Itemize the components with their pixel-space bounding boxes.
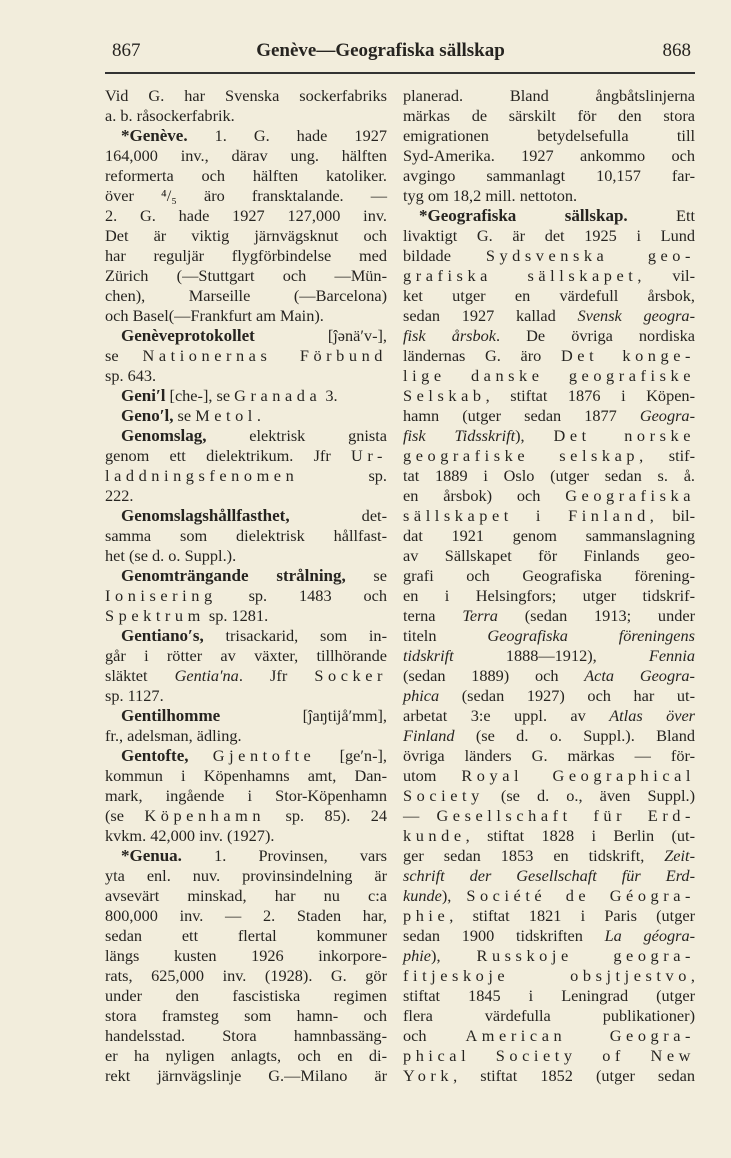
text-line — [105, 886, 387, 906]
text-span: ger sedan 1853 en tidskrift, — [403, 846, 665, 865]
text-line — [403, 446, 695, 466]
text-span — [189, 746, 213, 765]
text-line — [105, 206, 387, 226]
text-span: flera värdefulla publikationer) — [403, 1006, 695, 1025]
text-span: yta enl. nuv. provinsindelning är — [105, 866, 387, 885]
entry-headword: *Genua. — [121, 846, 182, 865]
italic-title: fisk årsbok — [403, 326, 497, 345]
text-line — [403, 906, 695, 926]
italic-title: Terra — [462, 606, 498, 625]
text-span: går i rötter av växter, tillhörande — [105, 646, 387, 665]
text-span: 800,000 inv. — 2. Staden har, — [105, 906, 387, 925]
text-span: 1. G. hade 1927 — [187, 126, 387, 145]
italic-title: Acta Geogra- — [584, 666, 695, 685]
text-line — [105, 366, 387, 386]
text-span: har reguljär flygförbindelse med — [105, 246, 387, 265]
text-line — [403, 86, 695, 106]
text-line — [105, 446, 387, 466]
text-line — [105, 1066, 387, 1086]
text-line — [105, 106, 387, 126]
text-line — [105, 1006, 387, 1026]
entry-headword: *Geografiska sällskap. — [419, 206, 628, 225]
cross-reference: Ur- — [351, 446, 387, 465]
italic-title: Geografiska föreningens — [487, 626, 695, 645]
text-span: ), — [441, 886, 467, 905]
italic-title: fisk Tidsskrift — [403, 426, 516, 445]
cross-reference: Socker — [314, 666, 388, 685]
header-rule — [105, 72, 695, 74]
text-line — [105, 566, 387, 586]
text-line — [105, 646, 387, 666]
text-line — [105, 426, 387, 446]
cross-reference: Gesellschaft für Erd- — [436, 806, 695, 825]
entry-headword: Gentofte, — [121, 746, 189, 765]
text-span: stora framsteg som hamn- och — [105, 1006, 387, 1025]
text-line — [403, 146, 695, 166]
text-line — [105, 706, 387, 726]
text-line — [403, 566, 695, 586]
text-span: utom — [403, 766, 462, 785]
italic-title: kunde — [403, 886, 442, 905]
cross-reference: phical Society of New — [403, 1046, 695, 1065]
text-span: 1. Provinsen, vars — [181, 846, 387, 865]
text-line — [403, 246, 695, 266]
text-line — [403, 406, 695, 426]
text-line — [403, 606, 695, 626]
text-span: grafi och Geografiska förening- — [403, 566, 695, 585]
text-line — [403, 1006, 695, 1026]
text-line — [403, 766, 695, 786]
text-span: rats, 625,000 inv. (1928). G. gör — [105, 966, 387, 985]
text-span: planerad. Bland ångbåtslinjerna — [403, 86, 695, 105]
cross-reference: Köpenhamn — [144, 806, 266, 825]
text-span: , bil- — [649, 506, 695, 525]
text-span: (sedan 1889) och — [403, 666, 585, 685]
text-line — [105, 466, 387, 486]
text-line — [105, 786, 387, 806]
text-line — [403, 226, 695, 246]
text-span: genom ett dielektrikum. Jfr — [105, 446, 352, 465]
cross-reference: Gjentofte — [212, 746, 316, 765]
text-line — [403, 646, 695, 666]
text-span: Det är viktig järnvägsknut och — [105, 226, 387, 245]
text-span: sp. 1281. — [204, 606, 269, 625]
entry-headword: Genomslag, — [121, 426, 207, 445]
text-line — [105, 1026, 387, 1046]
cross-reference: kunde — [403, 826, 466, 845]
text-span: elektrisk gnista — [206, 426, 387, 445]
text-span: , stiftat 1852 (utger sedan — [453, 1066, 695, 1085]
text-span: sp. — [298, 466, 387, 485]
text-span: stiftat 1845 i Leningrad (utger — [403, 986, 695, 1005]
text-span: se — [173, 406, 196, 425]
italic-title: Atlas över — [609, 706, 696, 725]
text-span: ket utger en värdefull årsbok, — [403, 286, 695, 305]
text-line — [403, 666, 695, 686]
text-line — [105, 806, 387, 826]
text-line — [403, 386, 695, 406]
text-line — [105, 266, 387, 286]
entry-headword: Genomslagshållfasthet, — [121, 506, 290, 525]
text-line — [105, 926, 387, 946]
cross-reference: Société de Géogra- — [466, 886, 696, 905]
text-span: er ha nyligen anlagts, och en di- — [105, 1046, 387, 1065]
text-span: fr., adelsman, ädling. — [105, 726, 242, 745]
text-line — [105, 346, 387, 366]
text-span: [ĵaŋtijå′mm], — [220, 706, 387, 725]
cross-reference: Sydsvenska geo- — [485, 246, 695, 265]
text-span: titeln — [403, 626, 488, 645]
text-span: av Sällskapet för Finlands geo- — [403, 546, 695, 565]
text-line — [403, 466, 695, 486]
cross-reference: Metol — [195, 406, 257, 425]
entry-headword: Geni′l — [121, 386, 166, 405]
italic-title: Finland — [403, 726, 455, 745]
text-span: 1888—1912), — [453, 646, 649, 665]
text-line — [403, 286, 695, 306]
text-line — [105, 166, 387, 186]
text-span: emigrationen betydelsefulla till — [403, 126, 695, 145]
text-span: terna — [403, 606, 463, 625]
text-span: , — [690, 966, 695, 985]
text-line — [403, 206, 695, 226]
text-span: tat 1889 i Oslo (utger sedan s. å. — [403, 466, 695, 485]
italic-title: La géogra- — [604, 926, 696, 945]
italic-title: schrift der Gesellschaft für Erd- — [403, 866, 695, 885]
text-line — [403, 1026, 695, 1046]
text-span: under den fascistiska regimen — [105, 986, 387, 1005]
text-line — [105, 246, 387, 266]
text-line — [105, 666, 387, 686]
text-span: 2. G. hade 1927 127,000 inv. — [105, 206, 387, 225]
italic-title: Svensk geogra- — [577, 306, 695, 325]
text-line — [403, 946, 695, 966]
text-line — [105, 946, 387, 966]
text-span: , vil- — [637, 266, 695, 285]
text-span: handelsstad. Stora hamnbassäng- — [105, 1026, 387, 1045]
text-span: sedan 1900 tidskriften — [403, 926, 605, 945]
text-span: arbetat 3:e uppl. av — [403, 706, 610, 725]
page-number-right: 868 — [662, 40, 691, 61]
text-line — [403, 586, 695, 606]
text-line — [403, 266, 695, 286]
text-line — [105, 186, 387, 206]
text-span: (se d. o. Suppl.). Bland — [454, 726, 695, 745]
cross-reference: sällskapet i Finland — [403, 506, 650, 525]
text-line — [105, 966, 387, 986]
text-line — [105, 726, 387, 746]
text-span: samma som dielektrisk hållfast- — [105, 526, 387, 545]
text-line — [105, 146, 387, 166]
text-span: en årsbok) och — [403, 486, 566, 505]
text-line — [403, 366, 695, 386]
text-span: rekt järnvägslinje G.—Milano är — [105, 1066, 387, 1085]
text-line — [105, 506, 387, 526]
text-line — [403, 486, 695, 506]
text-span: övriga länders G. märkas — för- — [403, 746, 695, 765]
entry-headword: Geno′l, — [121, 406, 174, 425]
cross-reference: Geografiska — [565, 486, 695, 505]
cross-reference: American Geogra- — [465, 1026, 695, 1045]
text-line — [403, 306, 695, 326]
text-line — [403, 326, 695, 346]
text-span: över ⁴/₅ äro fransktalande. — — [105, 186, 387, 205]
text-span: [ĵənä′v-], — [254, 326, 387, 345]
text-span: sp. 1127. — [105, 686, 164, 705]
italic-title: Fennia — [648, 646, 695, 665]
entry-headword: Gentilhomme — [121, 706, 221, 725]
text-line — [403, 706, 695, 726]
text-span: Syd-Amerika. 1927 ankommo och — [403, 146, 695, 165]
text-line — [105, 286, 387, 306]
text-span: kvkm. 42,000 inv. (1927). — [105, 826, 275, 845]
cross-reference: Society — [403, 786, 484, 805]
text-span: dat 1921 genom sammanslagning — [403, 526, 695, 545]
text-line — [105, 326, 387, 346]
text-span: . De övriga nordiska — [496, 326, 695, 345]
text-line — [403, 926, 695, 946]
text-line — [403, 786, 695, 806]
text-span: sedan 1927 kallad — [403, 306, 578, 325]
text-line — [403, 626, 695, 646]
italic-title: Geogra- — [639, 406, 695, 425]
text-span: tyg om 18,2 mill. nettoton. — [403, 186, 578, 205]
text-line — [403, 806, 695, 826]
italic-title: tidskrift — [403, 646, 454, 665]
left-column — [105, 86, 387, 1086]
right-column — [403, 86, 695, 1086]
text-line — [403, 846, 695, 866]
text-line — [403, 866, 695, 886]
text-span: se — [345, 566, 387, 585]
text-line — [105, 526, 387, 546]
text-line — [105, 746, 387, 766]
text-line — [105, 386, 387, 406]
text-line — [105, 826, 387, 846]
text-span: reformerta och hälften katoliker. — [105, 166, 387, 185]
text-span: sp. 85). 24 — [265, 806, 387, 825]
text-span: (sedan 1927) och har ut- — [439, 686, 695, 705]
text-span: släktet — [105, 666, 175, 685]
text-span: ländernas G. äro — [403, 346, 561, 365]
cross-reference: grafiska sällskapet — [403, 266, 638, 285]
text-line — [105, 226, 387, 246]
text-span: se — [105, 346, 143, 365]
italic-title: phie — [403, 946, 432, 965]
text-span: bildade — [403, 246, 486, 265]
cross-reference: Royal Geographical — [461, 766, 696, 785]
text-line — [105, 686, 387, 706]
text-line — [403, 126, 695, 146]
cross-reference: Spektrum — [105, 606, 205, 625]
text-span: mark, ingående i Stor-Köpenhamn — [105, 786, 387, 805]
cross-reference: Russkoje geogra- — [476, 946, 695, 965]
text-line — [403, 106, 695, 126]
entry-headword: Genèveprotokollet — [121, 326, 255, 345]
text-line — [403, 826, 695, 846]
text-span: , stiftat 1828 i Berlin (ut- — [465, 826, 695, 845]
text-span: sp. 1483 och — [216, 586, 387, 605]
text-line — [403, 1046, 695, 1066]
text-line — [105, 906, 387, 926]
text-span: , stiftat 1821 i Paris (utger — [449, 906, 695, 925]
cross-reference: Det norske — [553, 426, 696, 445]
text-span: [che-], se — [165, 386, 235, 405]
text-span: kommun i Köpenhamns amt, Dan- — [105, 766, 387, 785]
entry-headword: *Genève. — [121, 126, 188, 145]
text-line — [403, 966, 695, 986]
text-line — [105, 486, 387, 506]
text-span: — — [403, 806, 437, 825]
cross-reference: lige danske geografiske — [403, 366, 695, 385]
cross-reference: Det konge- — [560, 346, 695, 365]
italic-title: phica — [403, 686, 440, 705]
text-span: märkas de särskilt för den stora — [403, 106, 695, 125]
text-span: ), — [515, 426, 554, 445]
text-line — [403, 166, 695, 186]
text-line — [403, 346, 695, 366]
cross-reference: geografiske selskap — [403, 446, 640, 465]
text-span: Vid G. har Svenska sockerfabriks — [105, 86, 387, 105]
running-header-title: Genève—Geografiska sällskap — [256, 40, 505, 61]
text-line — [403, 746, 695, 766]
text-line — [105, 406, 387, 426]
cross-reference: Selskab — [403, 386, 486, 405]
text-span: 3. — [321, 386, 338, 405]
text-line — [105, 606, 387, 626]
text-line — [105, 306, 387, 326]
text-line — [403, 1066, 695, 1086]
cross-reference: Nationernas Förbund — [142, 346, 387, 365]
cross-reference: Granada — [234, 386, 322, 405]
text-span: och Basel(—Frankfurt am Main). — [105, 306, 324, 325]
entry-headword: Gentiano′s, — [121, 626, 204, 645]
text-line — [105, 546, 387, 566]
text-span: 222. — [105, 486, 134, 505]
text-line — [105, 126, 387, 146]
text-span: (se — [105, 806, 145, 825]
text-span: avsevärt minskad, har nu c:a — [105, 886, 387, 905]
text-span: het (se d. o. Suppl.). — [105, 546, 237, 565]
text-span: chen), Marseille (—Barcelona) — [105, 286, 387, 305]
text-span: en i Helsingfors; utger tidskrif- — [403, 586, 695, 605]
text-line — [105, 626, 387, 646]
text-line — [403, 186, 695, 206]
cross-reference: phie — [403, 906, 450, 925]
text-span: sp. 643. — [105, 366, 157, 385]
text-line — [403, 726, 695, 746]
text-line — [105, 846, 387, 866]
text-span: sedan ett flertal kommuner — [105, 926, 387, 945]
text-span: [ge′n-], — [315, 746, 387, 765]
text-span: Zürich (—Stuttgart och —Mün- — [105, 266, 387, 285]
text-line — [105, 986, 387, 1006]
text-line — [403, 986, 695, 1006]
cross-reference: fitjeskoje obsjtjestvo — [403, 966, 691, 985]
text-span: det- — [289, 506, 387, 525]
text-line — [403, 686, 695, 706]
text-span: (se d. o., även Suppl.) — [483, 786, 695, 805]
text-line — [403, 506, 695, 526]
text-span: livaktigt G. är det 1925 i Lund — [403, 226, 695, 245]
text-line — [105, 86, 387, 106]
text-span: längs kusten 1926 inkorpore- — [105, 946, 387, 965]
text-span: trisackarid, som in- — [203, 626, 387, 645]
text-span: . — [256, 406, 261, 425]
text-span: (sedan 1913; under — [497, 606, 696, 625]
text-span: a. b. råsockerfabrik. — [105, 106, 235, 125]
text-span: , stiftat 1876 i Köpen- — [485, 386, 695, 405]
text-line — [105, 1046, 387, 1066]
italic-title: Zeit- — [664, 846, 695, 865]
text-span: och — [403, 1026, 466, 1045]
italic-title: Gentia′na — [174, 666, 239, 685]
text-span: 164,000 inv., därav ung. hälften — [105, 146, 387, 165]
text-line — [403, 886, 695, 906]
text-line — [403, 426, 695, 446]
text-span: , stif- — [639, 446, 695, 465]
text-span: ), — [431, 946, 477, 965]
text-line — [105, 586, 387, 606]
text-span: avgingo sammanlagt 10,157 far- — [403, 166, 695, 185]
text-span: hamn (utger sedan 1877 — [403, 406, 640, 425]
text-line — [105, 766, 387, 786]
cross-reference: York — [403, 1066, 454, 1085]
page-number-left: 867 — [112, 40, 141, 61]
text-line — [403, 526, 695, 546]
text-line — [105, 866, 387, 886]
text-line — [403, 546, 695, 566]
cross-reference: laddningsfenomen — [105, 466, 299, 485]
text-span: . Jfr — [238, 666, 315, 685]
cross-reference: Ionisering — [105, 586, 217, 605]
text-span: Ett — [627, 206, 696, 225]
entry-headword: Genomträngande strålning, — [121, 566, 346, 585]
